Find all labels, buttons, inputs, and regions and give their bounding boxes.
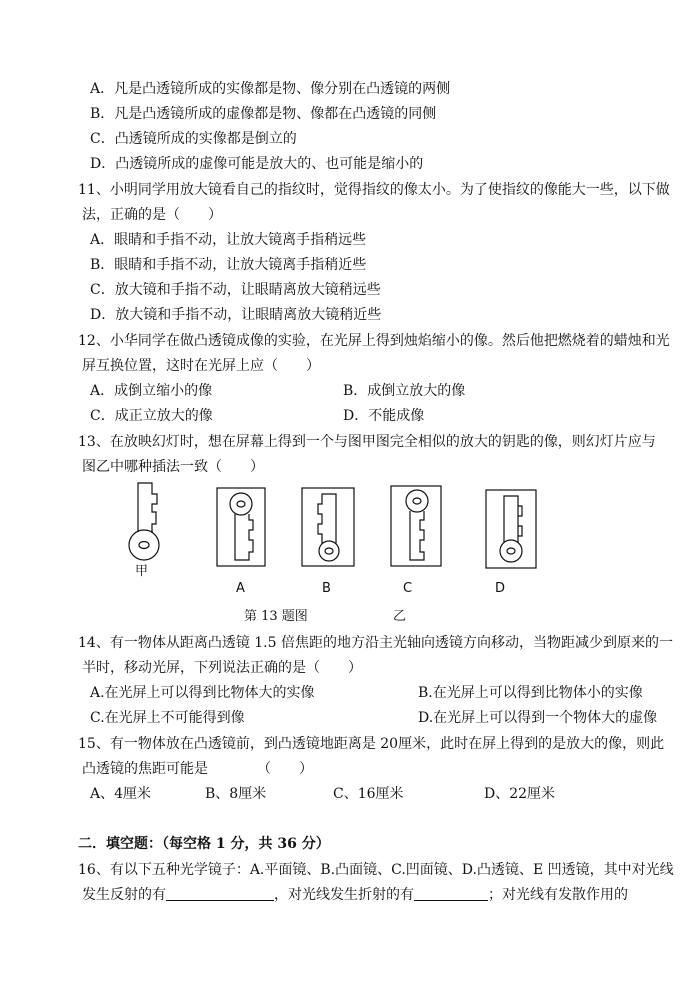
key-jia-drawing [129,483,159,560]
q10-option-d: D．凸透镜所成的虚像可能是放大的、也可能是缩小的 [90,156,424,172]
q14-option-a: A.在光屏上可以得到比物体大的实像 [90,685,315,701]
q10-option-b: B．凡是凸透镜所成的虚像都是物、像都在凸透镜的同侧 [90,106,437,122]
q16-part2: ，对光线发生折射的有 [274,887,414,903]
q14-option-b: B.在光屏上可以得到比物体小的实像 [418,685,643,701]
q12-option-d: D．不能成像 [343,408,425,424]
q16-part1: 发生反射的有 [82,887,166,903]
slide-c-drawing [391,486,441,566]
q15-stem-line1: 15、有一物体放在凸透镜前，到凸透镜地距离是 20厘米，此时在屏上得到的是放大的像，则此 [78,736,665,752]
q12-option-a: A．成倒立缩小的像 [90,383,213,399]
q16-part3: ；对光线有发散作用的 [488,887,628,903]
q14-stem-line2: 半时，移动光屏，下列说法正确的是（ ） [82,660,362,676]
fig-label-b: B [322,581,331,596]
q11-stem-line1: 11、小明同学用放大镜看自己的指纹时，觉得指纹的像太小。为了使指纹的像能大一些，以下做 [78,182,670,198]
q12-option-b: B．成倒立放大的像 [343,383,466,399]
q14-option-d: D.在光屏上可以得到一个物体大的虚像 [418,710,658,726]
section2-title: 二．填空题：（每空格 1 分，共 36 分） [78,836,330,852]
q15-option-b: B、8厘米 [205,786,267,802]
q16-blank-reflection[interactable] [166,886,274,901]
fig-label-a: A [236,581,245,596]
q15-stem-line2: 凸透镜的焦距可能是 （ ） [82,761,313,777]
fig-label-jia: 甲 [135,564,149,579]
q13-stem-line2: 图乙中哪种插法一致（ ） [82,459,264,475]
q10-option-c: C．凸透镜所成的实像都是倒立的 [90,131,297,147]
q13-figure-caption: 第 13 题图 [244,609,308,624]
q11-option-a: A．眼睛和手指不动，让放大镜离手指稍远些 [90,232,367,248]
q15-option-c: C、16厘米 [333,786,404,802]
slide-b-drawing [302,488,354,566]
q16-blank-refraction[interactable] [414,886,488,901]
slide-d-drawing [486,490,536,568]
slide-a-drawing [217,488,265,566]
q16-stem-line1: 16、有以下五种光学镜子：A.平面镜、B.凸面镜、C.凹面镜、D.凸透镜、E 凹透镜，其中对光线 [78,862,674,878]
q11-option-c: C．放大镜和手指不动，让眼睛离放大镜稍远些 [90,282,381,298]
q10-option-a: A．凡是凸透镜所成的实像都是物、像分别在凸透镜的两侧 [90,81,451,97]
q11-stem-line2: 法，正确的是（ ） [82,207,222,223]
q13-stem-line1: 13、在放映幻灯时，想在屏幕上得到一个与图甲图完全相似的放大的钥匙的像，则幻灯片应与 [78,434,656,450]
q14-stem-line1: 14、有一物体从距离凸透镜 1.5 倍焦距的地方沿主光轴向透镜方向移动，当物距减少到原来的一 [78,635,673,651]
q15-option-d: D、22厘米 [484,786,556,802]
q12-stem-line2: 屏互换位置，这时在光屏上应（ ） [82,358,320,374]
q12-stem-line1: 12、小华同学在做凸透镜成像的实验，在光屏上得到烛焰缩小的像。然后他把燃烧着的蜡烛和光 [78,333,670,349]
q11-option-d: D．放大镜和手指不动，让眼睛离放大镜稍近些 [90,307,382,323]
q13-figure-caption-yi: 乙 [393,609,407,624]
q16-stem-line2 [82,885,628,905]
fig-label-d: D [495,581,506,596]
q12-option-c: C．成正立放大的像 [90,408,213,424]
q11-option-b: B．眼睛和手指不动，让放大镜离手指稍近些 [90,257,367,273]
q15-option-a: A、4厘米 [90,786,152,802]
fig-label-c: C [403,581,413,596]
q14-option-c: C.在光屏上不可能得到像 [90,710,245,726]
